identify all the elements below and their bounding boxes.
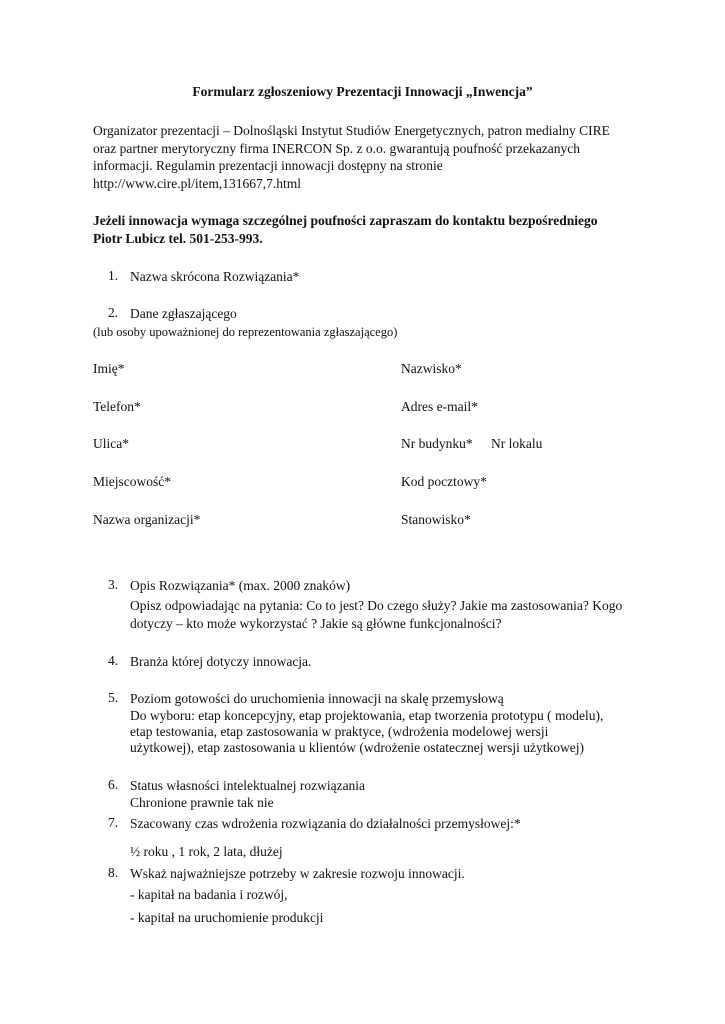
item-5-options: etap testowania, etap zastosowania w praktyce, (wdrożenia modelowej wersji [130, 724, 549, 739]
item-8-need: - kapitał na uruchomienie produkcji [130, 910, 324, 925]
item-3-label: Opis Rozwiązania* (max. 2000 znaków) [130, 578, 351, 593]
item-1-number: 1. [108, 268, 119, 283]
intro-paragraph [93, 122, 653, 192]
item-6-label: Status własności intelektualnej rozwiązania [130, 778, 366, 793]
item-6-number: 6. [108, 777, 119, 792]
field-phone[interactable]: Telefon* [93, 399, 141, 414]
field-building-number[interactable]: Nr budynku* [401, 436, 473, 451]
item-8-label: Wskaż najważniejsze potrzeby w zakresie rozwoju innowacji. [130, 866, 465, 881]
intro-line: Organizator prezentacji – Dolnośląski Instytut Studiów Energetycznych, patron medialny CIRE [93, 123, 610, 138]
intro-line: informacji. Regulamin prezentacji innowacji dostępny na stronie [93, 158, 443, 173]
page-title: Formularz zgłoszeniowy Prezentacji Innowacji „Inwencja” [192, 84, 533, 99]
item-3-number: 3. [108, 577, 119, 592]
field-last-name[interactable]: Nazwisko* [401, 361, 462, 376]
intro-line: oraz partner merytoryczny firma INERCON Sp. z o.o. gwarantują poufność przekazanych [93, 140, 580, 156]
field-email[interactable]: Adres e-mail* [401, 399, 478, 414]
item-2-number: 2. [108, 305, 119, 320]
item-7-number: 7. [108, 815, 119, 830]
item-5-label: Poziom gotowości do uruchomienia innowacji na skalę przemysłową [130, 691, 504, 706]
item-4-number: 4. [108, 653, 119, 668]
item-5-options: Do wyboru: etap koncepcyjny, etap projektowania, etap tworzenia prototypu ( modelu), [130, 708, 604, 723]
item-6-options[interactable]: Chronione prawnie tak nie [130, 795, 274, 810]
field-street[interactable]: Ulica* [93, 436, 129, 451]
field-organization[interactable]: Nazwa organizacji* [93, 512, 201, 527]
item-3-description: Opisz odpowiadając na pytania: Co to jest? Do czego służy? Jakie ma zastosowania? Kogo [130, 598, 623, 613]
field-first-name[interactable]: Imię* [93, 361, 125, 376]
item-5-number: 5. [108, 690, 119, 705]
field-city[interactable]: Miejscowość* [93, 474, 171, 489]
item-8-number: 8. [108, 865, 119, 880]
item-3-description: dotyczy – kto może wykorzystać ? Jakie są główne funkcjonalności? [130, 616, 502, 631]
item-1-label: Nazwa skrócona Rozwiązania* [130, 269, 300, 284]
item-2-label: Dane zgłaszającego [130, 306, 237, 321]
confidential-note [93, 212, 653, 247]
confidential-line: Piotr Lubicz tel. 501-253-993. [93, 230, 263, 246]
field-position[interactable]: Stanowisko* [401, 512, 471, 527]
confidential-line: Jeżeli innowacja wymaga szczególnej poufności zapraszam do kontaktu bezpośredniego [93, 213, 598, 228]
field-postal-code[interactable]: Kod pocztowy* [401, 474, 487, 489]
item-7-options[interactable]: ½ roku , 1 rok, 2 lata, dłużej [130, 844, 283, 859]
item-5-options: użytkowej), etap zastosowania u klientów (wdrożenie ostatecznej wersji użytkowej) [130, 740, 584, 755]
item-2-note: (lub osoby upoważnionej do reprezentowania zgłaszającego) [93, 325, 398, 339]
item-7-label: Szacowany czas wdrożenia rozwiązania do działalności przemysłowej:* [130, 816, 521, 831]
field-apartment-number[interactable]: Nr lokalu [491, 436, 543, 451]
item-4-label: Branża której dotyczy innowacja. [130, 654, 312, 669]
item-8-need: - kapitał na badania i rozwój, [130, 887, 288, 902]
intro-link[interactable]: http://www.cire.pl/item,131667,7.html [93, 175, 301, 191]
